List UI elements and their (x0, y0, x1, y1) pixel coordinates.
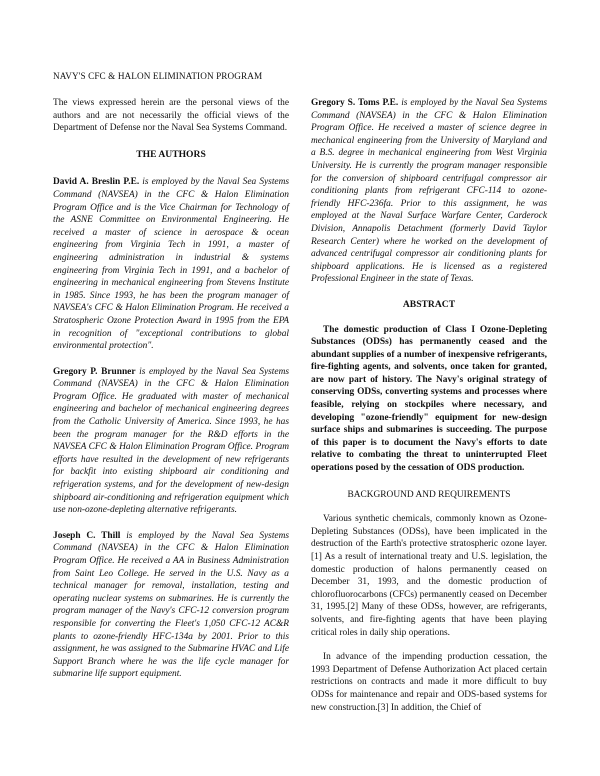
author-bio-text: is employed by the Naval Sea Systems Command (NAVSEA) in the CFC & Halon Elimination Program Office. He received a master of science degree in mechanical engineering from the University of Maryland and a B.S. degree in mechanical engineering from West Virginia University. He is currently the program manager responsible for the conversion of shipboard centrifugal compressor air conditioning plants from refrigerant CFC-114 to ozone-friendly HFC-236fa. Prior to this assignment, he was employed at the Naval Surface Warfare Center, Carderock Division, Annapolis Detachment (formerly David Taylor Research Center) where he worked on the development of advanced centrifugal compressor air conditioning plants for shipboard applications. He is licensed as a registered Professional Engineer in the state of Texas. (311, 98, 547, 285)
author-bio-text: is employed by the Naval Sea Systems Command (NAVSEA) in the CFC & Halon Elimination Program Office. He graduated with master of mechanical engineering and bachelor of mechanical engineering degrees from the Catholic University of America. Since 1993, he has been the program manager for the R&D efforts in the NAVSEA CFC & Halon Elimination Program Office. Program efforts have resulted in the development of new refrigerants for backfit into existing shipboard air conditioning and refrigeration systems, and for the development of new-design shipboard air-conditioning and refrigeration equipment which use non-ozone-depleting alternative refrigerants. (53, 366, 289, 516)
author-bio (53, 530, 289, 681)
abstract-text: The domestic production of Class I Ozone-Depleting Substances (ODSs) has permanently ceased and the abundant supplies of a number of inexpensive refrigerants, fire-fighting agents, and solvents, once taken for granted, are now part of history. The Navy's original strategy of conserving ODSs, converting systems and processes where feasible, relying on stockpiles where necessary, and developing "ozone-friendly" equipment for new-design surface ships and submarines is succeeding. The purpose of this paper is to document the Navy's efforts to date relative to combating the threat to uninterrupted Fleet operations posed by the cessation of ODS production. (311, 324, 547, 474)
body-paragraph: Various synthetic chemicals, commonly known as Ozone-Depleting Substances (ODSs), have been implicated in the destruction of the Earth's protective stratospheric ozone layer.[1] As a result of international treaty and U.S. legislation, the domestic production of halons permanently ceased on December 31, 1993, and the domestic production of chlorofluorocarbons (CFCs) permanently ceased on December 31, 1995.[2] Many of these ODSs, however, are refrigerants, solvents, and fire-fighting agents that have been playing critical roles in daily ship operations. (311, 514, 547, 638)
author-bio-text: is employed by the Naval Sea Systems Command (NAVSEA) in the CFC & Halon Elimination Program Office and is the Vice Chairman for Technology of the ASNE Committee on Environmental Engineering. He received a master of science in aerospace & ocean engineering from Virginia Tech in 1991, a master of engineering administration in industrial & systems engineering from Virginia Tech in 1991, and a bachelor of engineering in mechanical engineering from Stevens Institute in 1985. Since 1993, he has been the program manager of NAVSEA's CFC & Halon Elimination Program. He received a Stratospheric Ozone Protection Award in 1995 from the EPA in recognition of "exceptional contributions to global environmental protection". (53, 177, 290, 352)
body-paragraph: In advance of the impending production cessation, the 1993 Department of Defense Authorization Act placed certain restrictions on contracts and made it more difficult to buy ODSs for maintenance and repair and ODS-based systems for new construction.[3] In addition, the Chief of (311, 652, 547, 713)
author-name: Joseph C. Thill (53, 530, 121, 541)
right-column (311, 97, 547, 714)
running-title: NAVY'S CFC & HALON ELIMINATION PROGRAM (53, 71, 263, 81)
disclaimer: The views expressed herein are the personal views of the authors and are not necessarily the official views of the Department of Defense nor the Naval Sea Systems Command. (53, 98, 289, 134)
author-name: Gregory P. Brunner (53, 366, 136, 377)
author-name: David A. Breslin P.E. (53, 177, 140, 188)
author-bio (53, 366, 289, 517)
author-bio (311, 97, 547, 286)
authors-heading: THE AUTHORS (136, 148, 206, 160)
background-heading: BACKGROUND AND REQUIREMENTS (347, 489, 511, 500)
abstract-heading: ABSTRACT (402, 298, 456, 310)
left-column (53, 97, 289, 681)
author-bio (53, 176, 289, 352)
author-name: Gregory S. Toms P.E. (311, 98, 399, 108)
author-bio-text: is employed by the Naval Sea Systems Command (NAVSEA) in the CFC & Halon Elimination Program Office. He received a AA in Business Administration from Saint Leo College. He served in the U.S. Navy as a technical manager for removal, installation, testing and operating nuclear systems on submarines. He is currently the program manager of the Navy's CFC-12 conversion program responsible for converting the Fleet's 1,050 CFC-12 AC&R plants to ozone-friendly HFC-134a by 2001. Prior to this assignment, he was assigned to the Submarine HVAC and Life Support Branch where he was the life cycle manager for submarine life support equipment. (53, 530, 290, 680)
